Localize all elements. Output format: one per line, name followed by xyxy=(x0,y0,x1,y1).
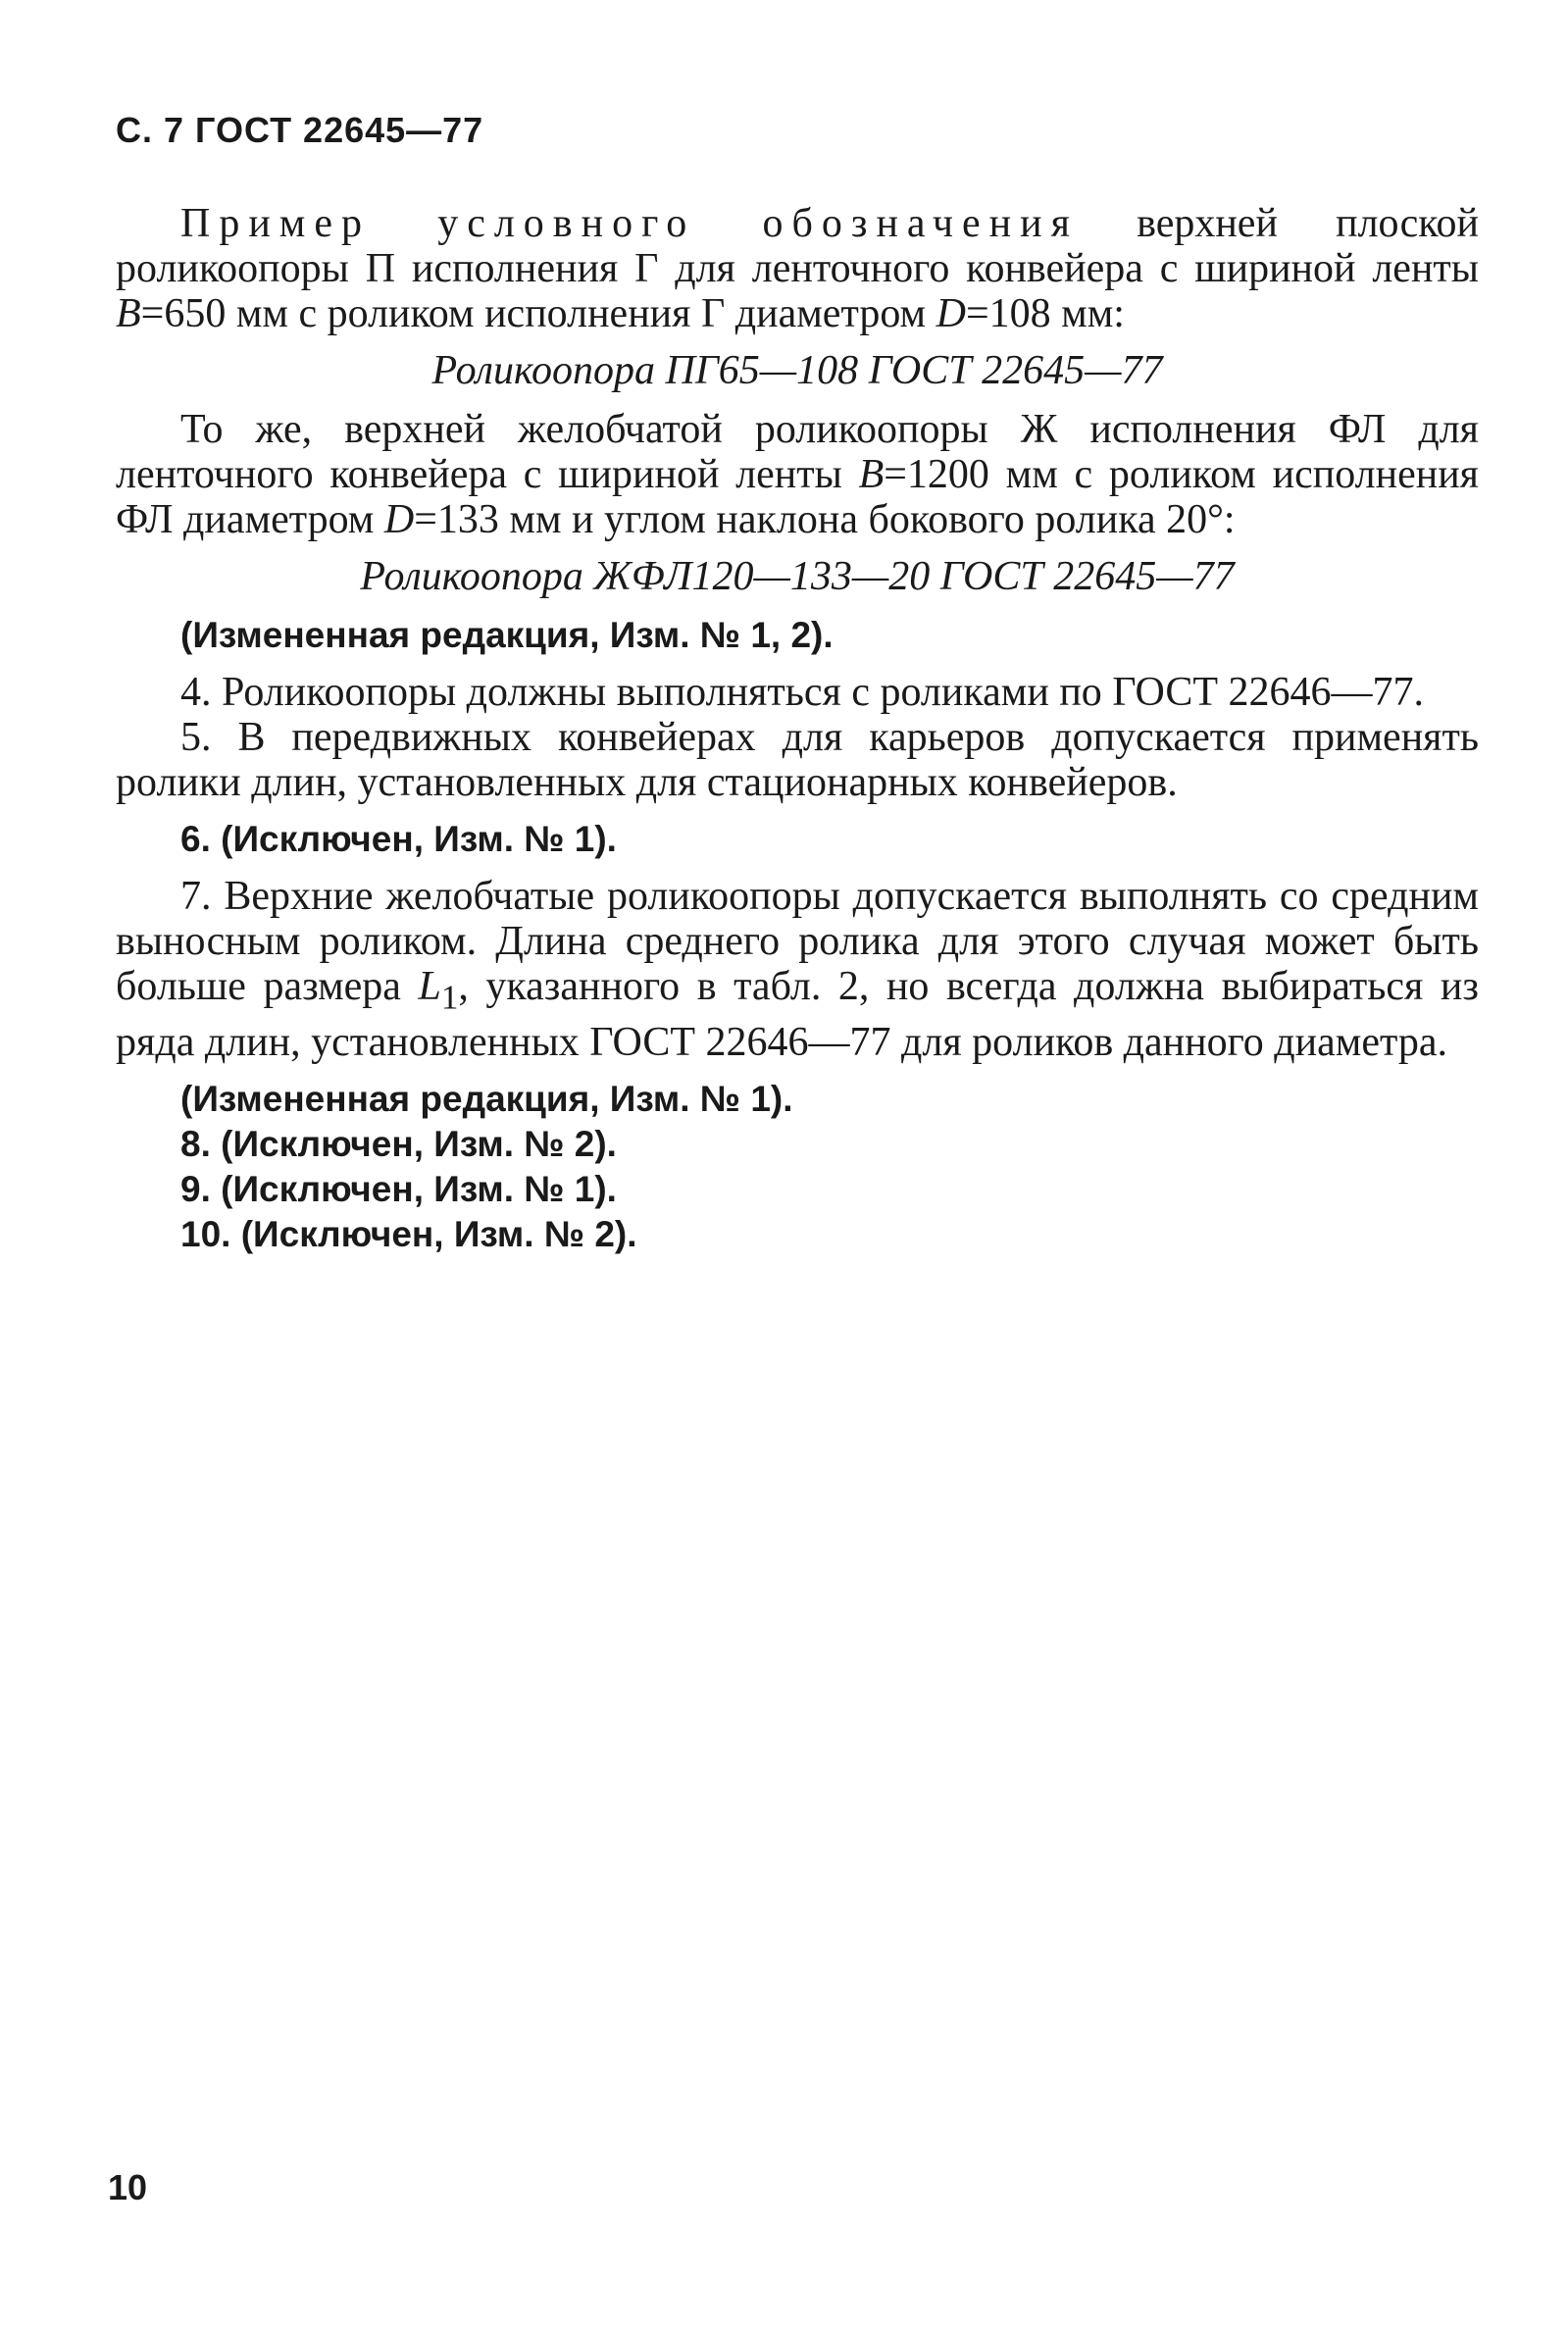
item-5: 5. В передвижных конвейерах для карьеров допускается применять ролики длин, установленных для стационарных конвейеров. xyxy=(116,715,1479,805)
amendment-note-2: (Измененная редакция, Изм. № 1). xyxy=(180,1079,793,1120)
document-body xyxy=(116,201,1479,1257)
example1-d-var: D xyxy=(936,291,966,336)
designation-2: Роликоопора ЖФЛ120—133—20 ГОСТ 22645—77 xyxy=(360,554,1235,599)
item-7-var: L xyxy=(418,964,441,1009)
item-8: 8. (Исключен, Изм. № 2). xyxy=(180,1124,617,1165)
running-head: С. 7 ГОСТ 22645—77 xyxy=(116,110,484,150)
example2-b-var: B xyxy=(858,452,885,497)
item-9: 9. (Исключен, Изм. № 1). xyxy=(180,1169,617,1210)
amendment-note-1: (Измененная редакция, Изм. № 1, 2). xyxy=(180,615,834,655)
example2-text: То же, верхней желобчатой роликоопоры Ж исполнения ФЛ для ленточного конвейера с шириной ленты xyxy=(116,407,1479,497)
item-7-rest: , указанного в табл. 2, но всегда должна выбираться из ряда длин, установленных ГОСТ 22646—77 для роликов данного диаметра. xyxy=(116,964,1479,1066)
example1-b-var: B xyxy=(116,291,141,336)
example1-lead: Пример условного обозначения xyxy=(180,201,1079,246)
item-6: 6. (Исключен, Изм. № 1). xyxy=(180,819,617,859)
page-number: 10 xyxy=(108,2167,148,2207)
example2-b-value: =1200 мм с роликом исполнения ФЛ диаметром xyxy=(116,452,1479,542)
designation-1: Роликоопора ПГ65—108 ГОСТ 22645—77 xyxy=(431,348,1163,393)
item-7-text: 7. Верхние желобчатые роликоопоры допускается выполнять со средним выносным роликом. Длина среднего ролика для этого случая может быть больше размера xyxy=(116,874,1479,1009)
item-10: 10. (Исключен, Изм. № 2). xyxy=(180,1214,637,1255)
example2-paragraph xyxy=(116,407,1479,542)
item-7-sub: 1 xyxy=(440,978,459,1017)
example1-paragraph xyxy=(116,201,1479,336)
example2-d-value: =133 мм и углом наклона бокового ролика 20°: xyxy=(414,497,1236,542)
example2-d-var: D xyxy=(383,497,415,542)
example1-text: верхней плоской роликоопоры П исполнения Г для ленточного конвейера с шириной ленты xyxy=(116,201,1479,291)
example1-d-value: =108 мм: xyxy=(965,291,1125,336)
item-4: 4. Роликоопоры должны выполняться с роликами по ГОСТ 22646—77. xyxy=(180,670,1425,715)
item-7 xyxy=(116,874,1479,1065)
example1-b-value: =650 мм с роликом исполнения Г диаметром xyxy=(140,291,936,336)
